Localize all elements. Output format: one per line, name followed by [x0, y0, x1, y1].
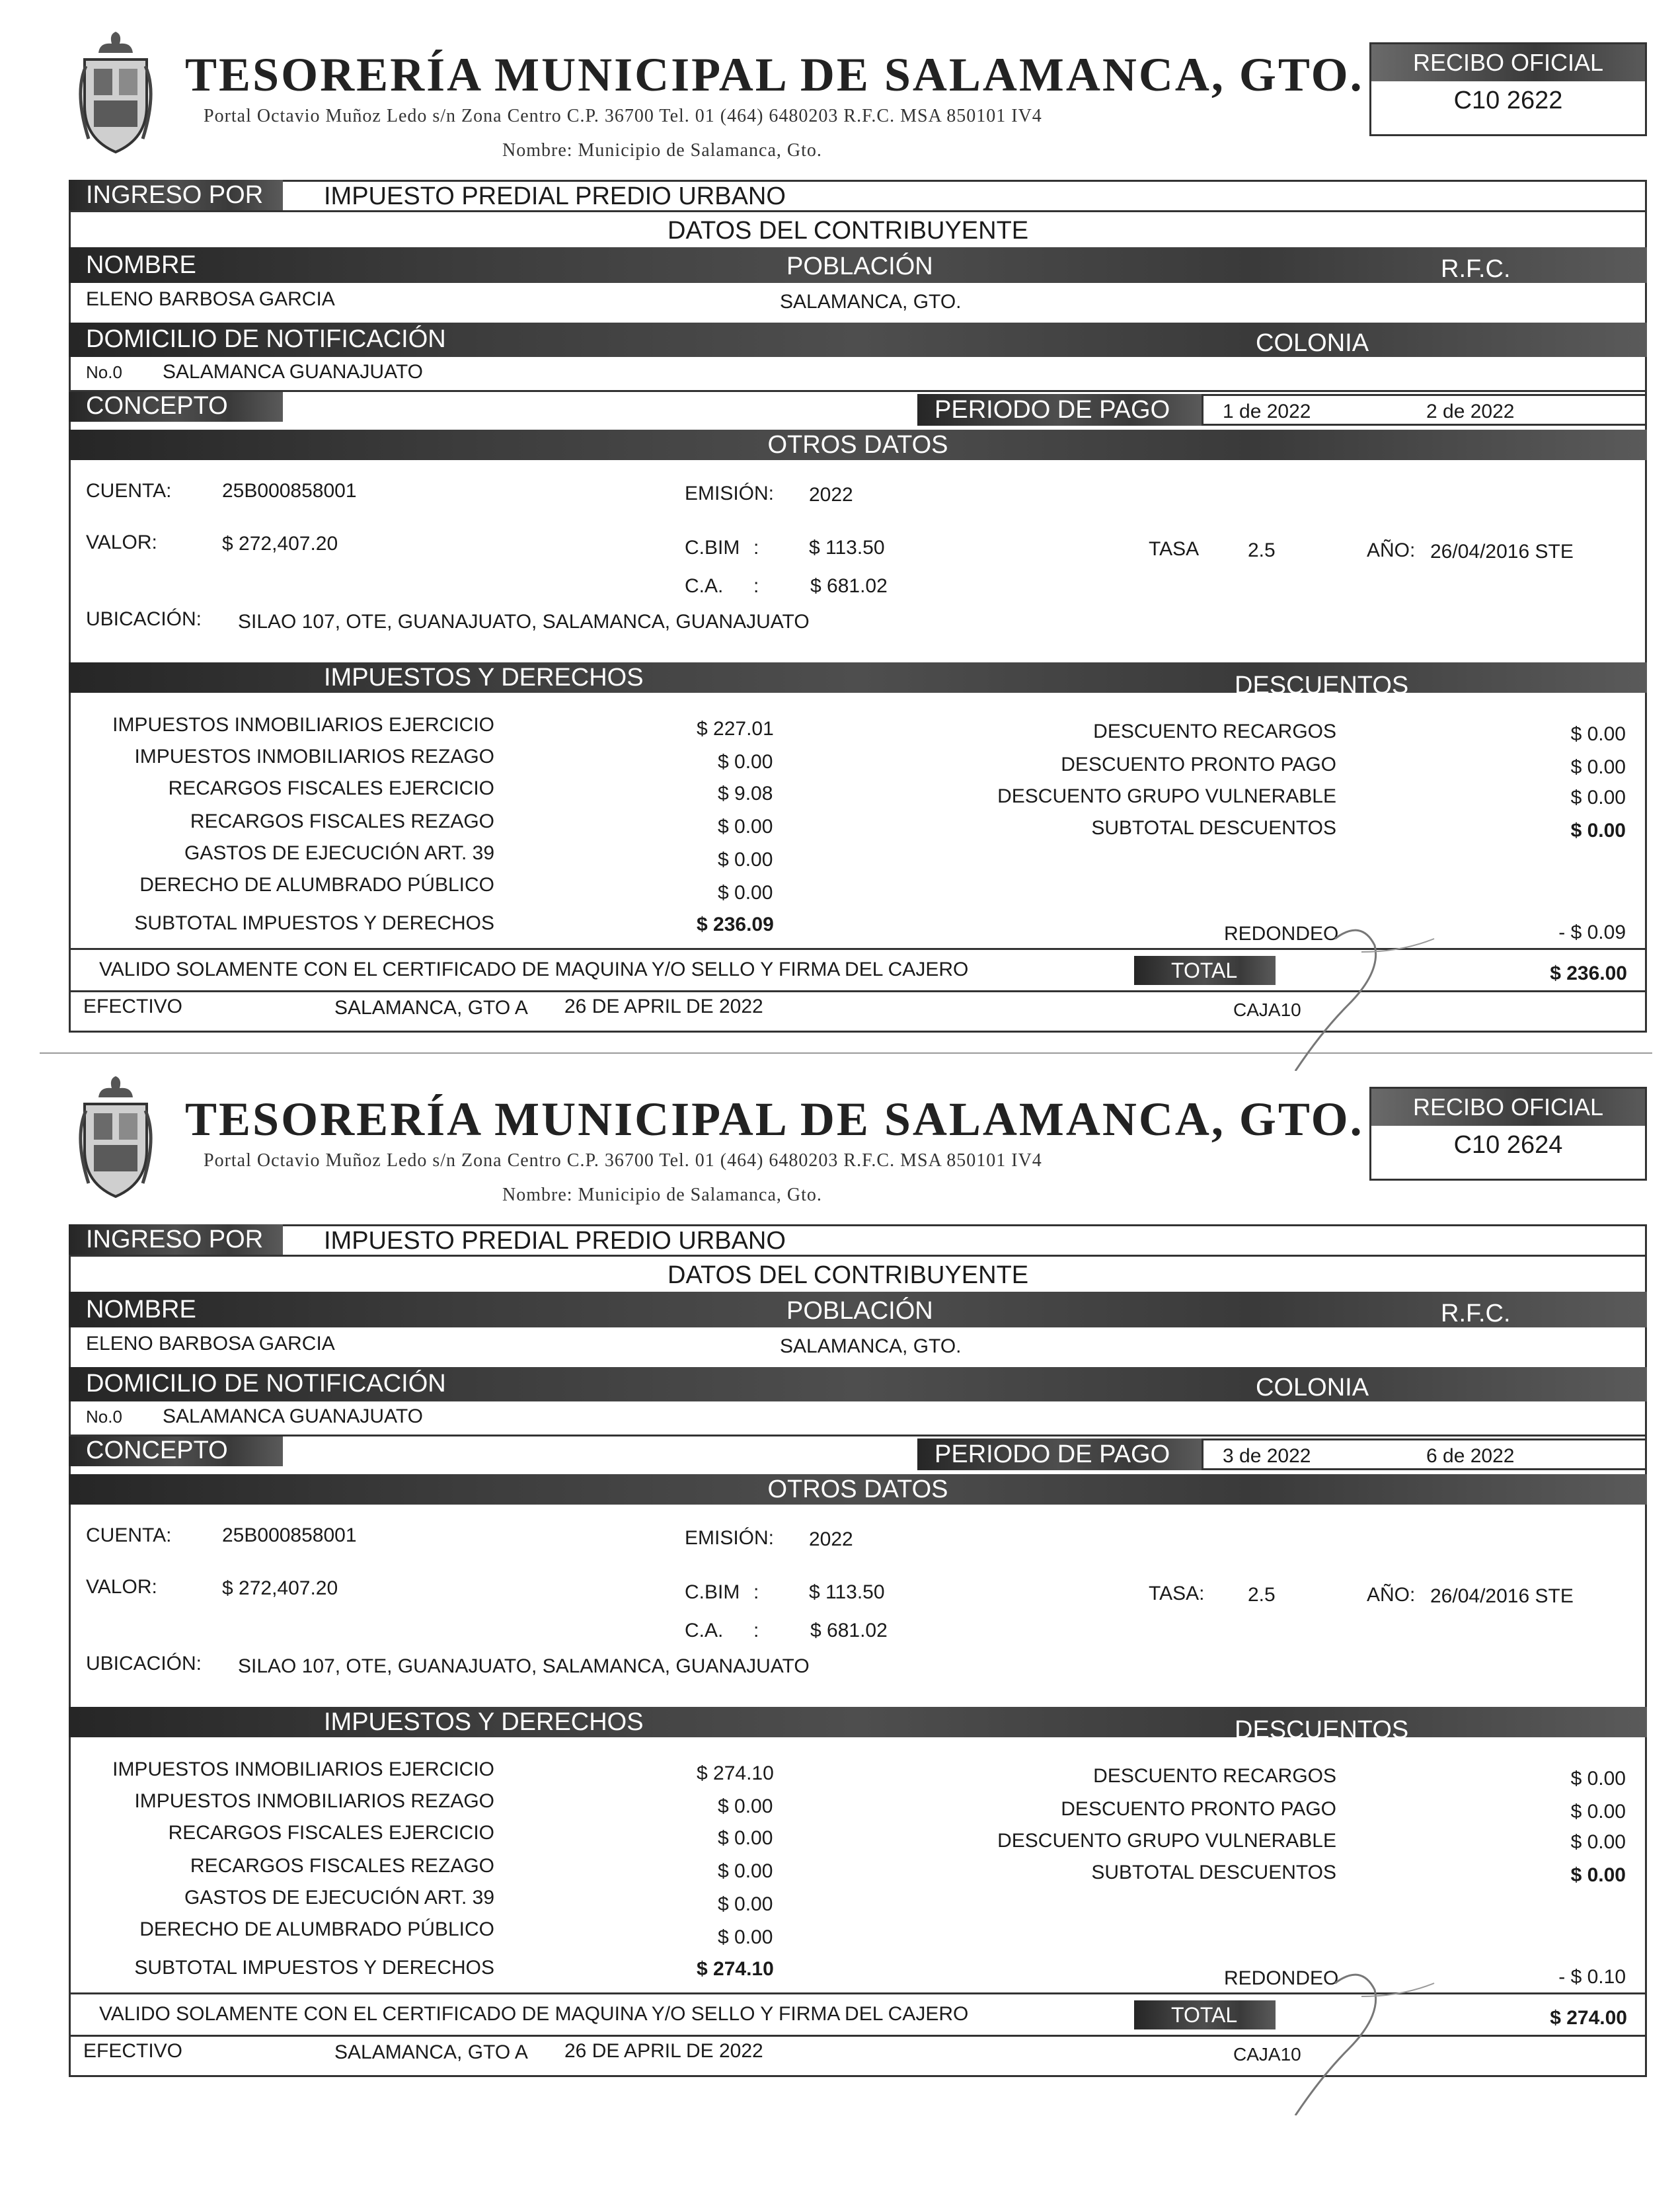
- redondeo-value: - $ 0.09: [1558, 922, 1626, 943]
- periodo-label: PERIODO DE PAGO: [917, 1438, 1202, 1470]
- treasury-address: Portal Octavio Muñoz Ledo s/n Zona Centro C.P. 36700 Tel. 01 (464) 6480203 R.F.C. MSA 850101 IV4: [204, 106, 1042, 126]
- impuestos-bar: [69, 1707, 1647, 1737]
- impuesto-row-label: IMPUESTOS INMOBILIARIOS REZAGO: [134, 1790, 494, 1812]
- impuesto-row-value: $ 0.00: [718, 1827, 773, 1849]
- descuento-row-label: DESCUENTO PRONTO PAGO: [1061, 1798, 1336, 1820]
- cbim-value: $ 113.50: [809, 1581, 885, 1603]
- descuento-row-value: $ 0.00: [1570, 787, 1626, 808]
- impuesto-row-value: $ 274.10: [697, 1762, 774, 1784]
- periodo-inicio: 3 de 2022: [1223, 1445, 1311, 1467]
- ingreso-label: INGRESO POR: [69, 180, 283, 210]
- tasa-label: TASA: [1149, 538, 1200, 560]
- otros-datos-bar: [69, 1474, 1647, 1505]
- datos-contribuyente-title: DATOS DEL CONTRIBUYENTE: [668, 1261, 1029, 1289]
- total-label: TOTAL: [1134, 956, 1276, 985]
- valor-value: $ 272,407.20: [222, 533, 338, 555]
- total-label: TOTAL: [1134, 2000, 1276, 2029]
- fecha: 26 DE APRIL DE 2022: [564, 2040, 763, 2062]
- impuesto-row-label: RECARGOS FISCALES EJERCICIO: [168, 777, 494, 799]
- subtotal-descuentos-label: SUBTOTAL DESCUENTOS: [1091, 817, 1336, 839]
- descuento-row-label: DESCUENTO GRUPO VULNERABLE: [997, 1830, 1336, 1852]
- impuesto-row-value: $ 0.00: [718, 751, 773, 773]
- subtotal-impuestos-value: $ 236.09: [697, 914, 774, 935]
- impuesto-row-value: $ 0.00: [718, 1860, 773, 1882]
- ca-value: $ 681.02: [810, 575, 888, 597]
- cuenta-value: 25B000858001: [222, 480, 357, 502]
- cbim-label: C.BIM: [685, 1581, 740, 1603]
- recibo-number: C10 2622: [1453, 87, 1563, 114]
- subtotal-descuentos-value: $ 0.00: [1570, 820, 1626, 842]
- anio-value: 26/04/2016 STE: [1430, 541, 1574, 563]
- emision-value: 2022: [809, 484, 853, 506]
- otros-datos-title: OTROS DATOS: [767, 1476, 948, 1503]
- impuesto-row-value: $ 9.08: [718, 783, 773, 805]
- divider: [69, 210, 1647, 212]
- descuentos-title: DESCUENTOS: [1235, 1716, 1409, 1744]
- concepto-label: CONCEPTO: [69, 390, 283, 422]
- descuentos-title: DESCUENTOS: [1235, 672, 1409, 699]
- poblacion-label: POBLACIÓN: [786, 253, 933, 280]
- valido-notice: VALIDO SOLAMENTE CON EL CERTIFICADO DE MAQUINA Y/O SELLO Y FIRMA DEL CAJERO: [99, 2003, 969, 2025]
- forma-pago: EFECTIVO: [83, 2040, 183, 2062]
- impuesto-row-label: GASTOS DE EJECUCIÓN ART. 39: [184, 1887, 494, 1909]
- ubicacion-label: UBICACIÓN:: [86, 608, 202, 630]
- colonia-label: COLONIA: [1256, 1374, 1369, 1401]
- domicilio-label: DOMICILIO DE NOTIFICACIÓN: [86, 1370, 446, 1397]
- total-value: $ 236.00: [1550, 963, 1627, 984]
- impuestos-bar: [69, 662, 1647, 693]
- rfc-label: R.F.C.: [1441, 255, 1511, 283]
- impuesto-row-label: DERECHO DE ALUMBRADO PÚBLICO: [139, 1918, 494, 1940]
- subtotal-impuestos-label: SUBTOTAL IMPUESTOS Y DERECHOS: [134, 1957, 494, 1979]
- domicilio-value: SALAMANCA GUANAJUATO: [163, 1405, 423, 1427]
- valor-value: $ 272,407.20: [222, 1577, 338, 1599]
- cbim-value: $ 113.50: [809, 537, 885, 559]
- impuesto-row-value: $ 0.00: [718, 1926, 773, 1948]
- ca-separator: :: [753, 575, 759, 597]
- receipt-c10-2624: [0, 1044, 1680, 2102]
- periodo-label: PERIODO DE PAGO: [917, 394, 1202, 426]
- anio-value: 26/04/2016 STE: [1430, 1585, 1574, 1607]
- subtotal-descuentos-value: $ 0.00: [1570, 1864, 1626, 1886]
- descuento-row-value: $ 0.00: [1570, 723, 1626, 745]
- descuento-row-label: DESCUENTO PRONTO PAGO: [1061, 754, 1336, 775]
- redondeo-value: - $ 0.10: [1558, 1966, 1626, 1988]
- contribuyente-nombre: ELENO BARBOSA GARCIA: [86, 1333, 335, 1355]
- impuesto-row-value: $ 0.00: [718, 1893, 773, 1915]
- divider: [69, 390, 1647, 392]
- caja: CAJA10: [1233, 2044, 1301, 2065]
- fecha: 26 DE APRIL DE 2022: [564, 996, 763, 1017]
- treasury-entity-name: Nombre: Municipio de Salamanca, Gto.: [502, 140, 822, 161]
- ingreso-value: IMPUESTO PREDIAL PREDIO URBANO: [324, 1227, 786, 1255]
- recibo-number: C10 2624: [1453, 1131, 1563, 1159]
- cuenta-label: CUENTA:: [86, 1524, 172, 1546]
- cashier-signature: [1282, 1957, 1454, 2115]
- impuesto-row-label: RECARGOS FISCALES REZAGO: [190, 1855, 494, 1877]
- municipal-crest-logo: [66, 26, 165, 159]
- total-value: $ 274.00: [1550, 2007, 1627, 2029]
- impuesto-row-label: IMPUESTOS INMOBILIARIOS REZAGO: [134, 746, 494, 767]
- ca-separator: :: [753, 1620, 759, 1641]
- emision-label: EMISIÓN:: [685, 483, 775, 504]
- impuesto-row-value: $ 0.00: [718, 1795, 773, 1817]
- domicilio-numero: No.0: [86, 1407, 122, 1427]
- impuestos-title: IMPUESTOS Y DERECHOS: [324, 1708, 644, 1736]
- divider: [69, 1255, 1647, 1257]
- cbim-label: C.BIM: [685, 537, 740, 559]
- ubicacion-value: SILAO 107, OTE, GUANAJUATO, SALAMANCA, GUANAJUATO: [238, 1655, 810, 1677]
- datos-contribuyente-title: DATOS DEL CONTRIBUYENTE: [668, 217, 1029, 245]
- impuesto-row-label: DERECHO DE ALUMBRADO PÚBLICO: [139, 874, 494, 896]
- impuesto-row-label: GASTOS DE EJECUCIÓN ART. 39: [184, 842, 494, 864]
- recibo-oficial-box: [1369, 42, 1647, 136]
- ingreso-label: INGRESO POR: [69, 1224, 283, 1255]
- forma-pago: EFECTIVO: [83, 996, 183, 1017]
- lugar: SALAMANCA, GTO A: [334, 2041, 528, 2063]
- ubicacion-value: SILAO 107, OTE, GUANAJUATO, SALAMANCA, GUANAJUATO: [238, 611, 810, 633]
- redondeo-label: REDONDEO: [1224, 1967, 1339, 1989]
- otros-datos-bar: [69, 430, 1647, 460]
- recibo-oficial-label: RECIBO OFICIAL: [1371, 1089, 1645, 1126]
- descuento-row-label: DESCUENTO RECARGOS: [1093, 1765, 1336, 1787]
- cbim-separator: :: [753, 1581, 759, 1603]
- domicilio-value: SALAMANCA GUANAJUATO: [163, 361, 423, 383]
- valido-notice: VALIDO SOLAMENTE CON EL CERTIFICADO DE MAQUINA Y/O SELLO Y FIRMA DEL CAJERO: [99, 959, 969, 980]
- subtotal-descuentos-label: SUBTOTAL DESCUENTOS: [1091, 1862, 1336, 1883]
- domicilio-numero: No.0: [86, 362, 122, 382]
- nombre-label: NOMBRE: [86, 251, 196, 279]
- impuesto-row-value: $ 0.00: [718, 816, 773, 838]
- cuenta-label: CUENTA:: [86, 480, 172, 502]
- descuento-row-value: $ 0.00: [1570, 1768, 1626, 1790]
- valor-label: VALOR:: [86, 1576, 157, 1598]
- treasury-title: TESORERÍA MUNICIPAL DE SALAMANCA, GTO.: [185, 1093, 1364, 1146]
- contribuyente-poblacion: SALAMANCA, GTO.: [780, 291, 962, 313]
- emision-label: EMISIÓN:: [685, 1527, 775, 1549]
- subtotal-impuestos-value: $ 274.10: [697, 1958, 774, 1980]
- lugar: SALAMANCA, GTO A: [334, 997, 528, 1019]
- anio-label: AÑO:: [1367, 539, 1416, 561]
- descuento-row-value: $ 0.00: [1570, 1831, 1626, 1853]
- recibo-oficial-box: [1369, 1087, 1647, 1181]
- emision-value: 2022: [809, 1528, 853, 1550]
- caja: CAJA10: [1233, 1000, 1301, 1020]
- nombre-label: NOMBRE: [86, 1296, 196, 1323]
- domicilio-label: DOMICILIO DE NOTIFICACIÓN: [86, 325, 446, 353]
- valor-label: VALOR:: [86, 531, 157, 553]
- colonia-label: COLONIA: [1256, 329, 1369, 357]
- descuento-row-value: $ 0.00: [1570, 1801, 1626, 1823]
- treasury-entity-name: Nombre: Municipio de Salamanca, Gto.: [502, 1185, 822, 1205]
- redondeo-label: REDONDEO: [1224, 923, 1339, 945]
- ingreso-value: IMPUESTO PREDIAL PREDIO URBANO: [324, 182, 786, 210]
- impuesto-row-value: $ 227.01: [697, 718, 774, 740]
- anio-label: AÑO:: [1367, 1584, 1416, 1606]
- descuento-row-label: DESCUENTO RECARGOS: [1093, 721, 1336, 742]
- contribuyente-nombre: ELENO BARBOSA GARCIA: [86, 288, 335, 310]
- treasury-title: TESORERÍA MUNICIPAL DE SALAMANCA, GTO.: [185, 48, 1364, 101]
- impuesto-row-label: RECARGOS FISCALES EJERCICIO: [168, 1822, 494, 1844]
- concepto-label: CONCEPTO: [69, 1435, 283, 1466]
- domicilio-header-bar: [69, 1367, 1647, 1401]
- receipt-c10-2622: [0, 0, 1680, 1058]
- treasury-address: Portal Octavio Muñoz Ledo s/n Zona Centro C.P. 36700 Tel. 01 (464) 6480203 R.F.C. MSA 850101 IV4: [204, 1150, 1042, 1171]
- tasa-label: TASA:: [1149, 1583, 1205, 1604]
- cuenta-value: 25B000858001: [222, 1524, 357, 1546]
- subtotal-impuestos-label: SUBTOTAL IMPUESTOS Y DERECHOS: [134, 912, 494, 934]
- municipal-crest-logo: [66, 1071, 165, 1203]
- tasa-value: 2.5: [1248, 539, 1276, 561]
- divider: [69, 1435, 1647, 1437]
- poblacion-label: POBLACIÓN: [786, 1297, 933, 1325]
- impuesto-row-label: IMPUESTOS INMOBILIARIOS EJERCICIO: [112, 1758, 494, 1780]
- descuento-row-value: $ 0.00: [1570, 756, 1626, 778]
- impuestos-title: IMPUESTOS Y DERECHOS: [324, 664, 644, 691]
- impuesto-row-value: $ 0.00: [718, 882, 773, 904]
- rfc-label: R.F.C.: [1441, 1300, 1511, 1327]
- ca-label: C.A.: [685, 1620, 724, 1641]
- impuesto-row-value: $ 0.00: [718, 849, 773, 871]
- domicilio-header-bar: [69, 323, 1647, 357]
- ca-label: C.A.: [685, 575, 724, 597]
- tasa-value: 2.5: [1248, 1584, 1276, 1606]
- contribuyente-poblacion: SALAMANCA, GTO.: [780, 1335, 962, 1357]
- ca-value: $ 681.02: [810, 1620, 888, 1641]
- otros-datos-title: OTROS DATOS: [767, 431, 948, 459]
- recibo-oficial-label: RECIBO OFICIAL: [1371, 44, 1645, 81]
- periodo-fin: 6 de 2022: [1426, 1445, 1515, 1467]
- ubicacion-label: UBICACIÓN:: [86, 1653, 202, 1674]
- impuesto-row-label: IMPUESTOS INMOBILIARIOS EJERCICIO: [112, 714, 494, 736]
- impuesto-row-label: RECARGOS FISCALES REZAGO: [190, 810, 494, 832]
- periodo-inicio: 1 de 2022: [1223, 401, 1311, 422]
- periodo-fin: 2 de 2022: [1426, 401, 1515, 422]
- descuento-row-label: DESCUENTO GRUPO VULNERABLE: [997, 785, 1336, 807]
- cbim-separator: :: [753, 537, 759, 559]
